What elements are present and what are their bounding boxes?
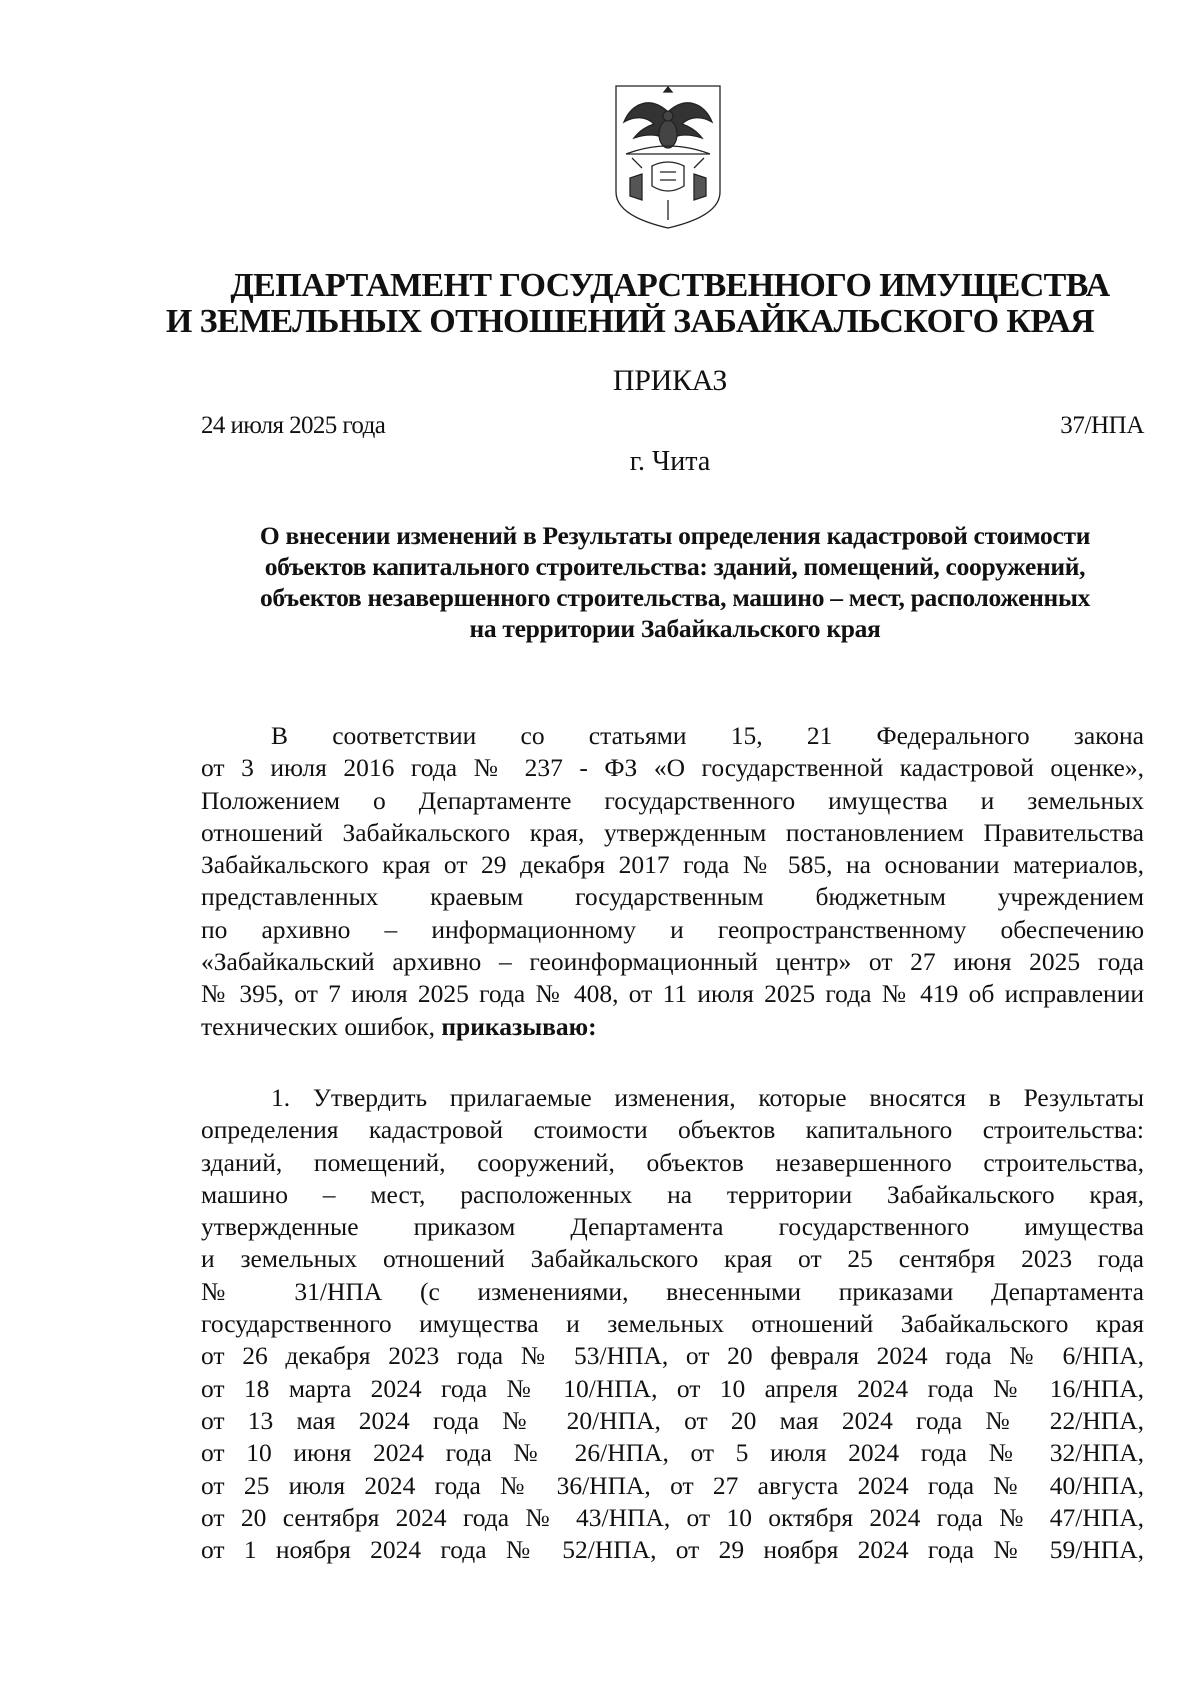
organization-name-line1: ДЕПАРТАМЕНТ ГОСУДАРСТВЕННОГО ИМУЩЕСТВА	[230, 267, 1110, 304]
document-number: 37/НПА	[1060, 412, 1144, 439]
document-title	[205, 520, 1145, 644]
body-line: государственного имущества и земельных отношений Забайкальского края	[201, 1309, 1144, 1339]
document-date: 24 июля 2025 года	[201, 412, 386, 439]
body-line: № 395, от 7 июля 2025 года № 408, от 11 июля 2025 года № 419 об исправлении	[201, 979, 1144, 1009]
body-line: машино – мест, расположенных на территории Забайкальского края,	[201, 1179, 1144, 1209]
body-line: от 3 июля 2016 года № 237 - ФЗ «О государственной кадастровой оценке»,	[201, 753, 1144, 783]
title-line: объектов капитального строительства: зданий, помещений, сооружений,	[264, 552, 1086, 581]
organization-name-line2: И ЗЕМЕЛЬНЫХ ОТНОШЕНИЙ ЗАБАЙКАЛЬСКОГО КРАЯ	[165, 303, 1095, 340]
body-line: № 31/НПА (с изменениями, внесенными приказами Департамента	[201, 1276, 1144, 1306]
body-line: от 25 июля 2024 года № 36/НПА, от 27 августа 2024 года № 40/НПА,	[201, 1470, 1144, 1500]
preamble-paragraph	[201, 720, 1144, 1043]
order-keyword: приказываю:	[441, 1011, 597, 1041]
body-line: 1. Утвердить прилагаемые изменения, которые вносятся в Результаты	[271, 1083, 1144, 1112]
body-line: отношений Забайкальского края, утвержденным постановлением Правительства	[201, 817, 1144, 847]
coat-of-arms-emblem	[612, 82, 724, 232]
body-line-last	[201, 1011, 1144, 1043]
body-line: зданий, помещений, сооружений, объектов незавершенного строительства,	[201, 1147, 1144, 1177]
body-line: определения кадастровой стоимости объектов капитального строительства:	[201, 1115, 1144, 1145]
body-text: технических ошибок,	[201, 1011, 442, 1041]
body-line: от 18 марта 2024 года № 10/НПА, от 10 апреля 2024 года № 16/НПА,	[201, 1373, 1144, 1403]
body-line: от 26 декабря 2023 года № 53/НПА, от 20 февраля 2024 года № 6/НПА,	[201, 1341, 1144, 1371]
title-line: объектов незавершенного строительства, машино – мест, расположенных	[259, 583, 1091, 612]
body-line: и земельных отношений Забайкальского края от 25 сентября 2023 года	[201, 1244, 1144, 1274]
body-line: представленных краевым государственным бюджетным учреждением	[201, 882, 1144, 912]
item-1-paragraph	[201, 1082, 1144, 1566]
body-line: Положением о Департаменте государственного имущества и земельных	[201, 785, 1144, 815]
body-line: по архивно – информационному и геопространственному обеспечению	[201, 914, 1144, 944]
body-line: Забайкальского края от 29 декабря 2017 года № 585, на основании материалов,	[201, 850, 1144, 880]
body-line: от 1 ноября 2024 года № 52/НПА, от 29 ноября 2024 года № 59/НПА,	[201, 1535, 1144, 1565]
document-type: ПРИКАЗ	[612, 364, 728, 397]
title-line: на территории Забайкальского края	[469, 614, 881, 643]
title-line: О внесении изменений в Результаты определения кадастровой стоимости	[259, 521, 1091, 550]
body-line: В соответствии со статьями 15, 21 Федерального закона	[271, 721, 1144, 750]
body-line: от 13 мая 2024 года № 20/НПА, от 20 мая 2024 года № 22/НПА,	[201, 1405, 1144, 1435]
body-line: «Забайкальский архивно – геоинформационный центр» от 27 июня 2025 года	[201, 947, 1144, 977]
body-line: от 10 июня 2024 года № 26/НПА, от 5 июля 2024 года № 32/НПА,	[201, 1438, 1144, 1468]
document-city: г. Чита	[629, 446, 711, 477]
body-line: утвержденные приказом Департамента государственного имущества	[201, 1212, 1144, 1242]
body-line: от 20 сентября 2024 года № 43/НПА, от 10 октября 2024 года № 47/НПА,	[201, 1502, 1144, 1532]
